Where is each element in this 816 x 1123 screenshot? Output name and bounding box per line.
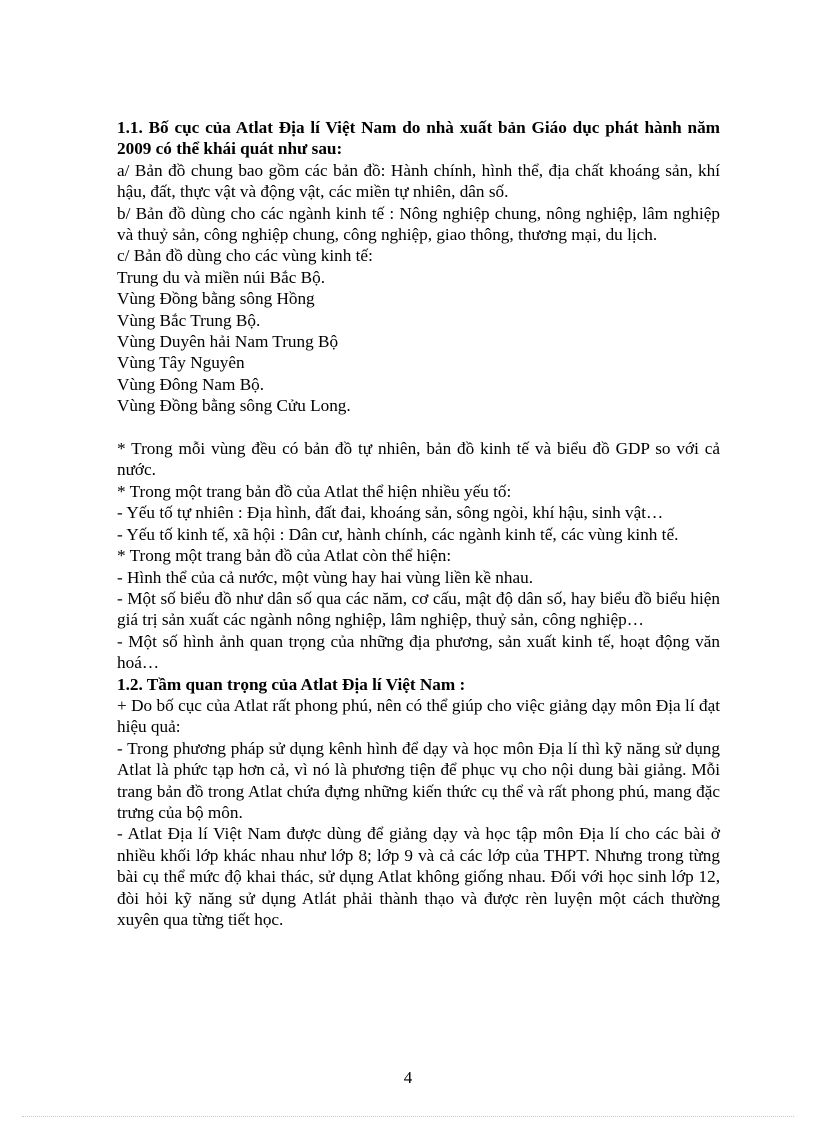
paragraph-economic-sector-maps: b/ Bản đồ dùng cho các ngành kinh tế : Nông nghiệp chung, nông nghiệp, lâm nghiệp và thuỷ sản, công nghiệp chung, công nghiệp, giao thông, thương mại, du lịch. — [117, 203, 720, 245]
note-page-factors: * Trong một trang bản đồ của Atlat thể hiện nhiều yếu tố: — [117, 481, 512, 501]
paragraph-importance-intro: + Do bố cục của Atlat rất phong phú, nên có thể giúp cho việc giảng dạy môn Địa lí đạt hiệu quả: — [117, 695, 720, 737]
paragraph-economic-region-maps: c/ Bản đồ dùng cho các vùng kinh tế: — [117, 246, 373, 266]
paragraph-general-maps: a/ Bản đồ chung bao gồm các bản đồ: Hành chính, hình thể, địa chất khoáng sản, khí hậu, đất, thực vật và động vật, các miền tự nhiên, dân số. — [117, 160, 720, 202]
item-charts: - Một số biểu đồ như dân số qua các năm, cơ cấu, mật độ dân số, hay biểu đồ biểu hiện giá trị sản xuất các ngành nông nghiệp, lâm nghiệp, thuỷ sản, công nghiệp… — [117, 588, 720, 630]
page-number: 4 — [403, 1068, 413, 1087]
note-page-also-shows: * Trong một trang bản đồ của Atlat còn thể hiện: — [117, 546, 452, 566]
blank-line — [117, 417, 720, 438]
item-shape: - Hình thể của cả nước, một vùng hay hai vùng liền kề nhau. — [117, 567, 533, 587]
page-body — [117, 117, 720, 930]
paragraph-usage-grades: - Atlat Địa lí Việt Nam được dùng để giảng dạy và học tập môn Địa lí cho các bài ở nhiều khối lớp khác nhau như lớp 8; lớp 9 và cả các lớp của THPT. Nhưng trong từng bài cụ thể mức độ khai thác, sử dụng Atlat không giống nhau. Đối với học sinh lớp 12, đòi hỏi kỹ năng sử dụng Atlát phải thành thạo và được rèn luyện một cách thường xuyên qua từng tiết học. — [117, 824, 720, 930]
region-item: Vùng Đồng bằng sông Cửu Long. — [117, 396, 351, 416]
region-item: Vùng Đồng bằng sông Hồng — [117, 289, 315, 309]
section-heading-1-1: 1.1. Bố cục của Atlat Địa lí Việt Nam do nhà xuất bản Giáo dục phát hành năm 2009 có thể khái quát như sau: — [117, 118, 720, 159]
note-region-maps: * Trong mỗi vùng đều có bản đồ tự nhiên, bản đồ kinh tế và biểu đồ GDP so với cả nước. — [117, 439, 720, 480]
region-item: Vùng Đông Nam Bộ. — [117, 374, 265, 394]
paragraph-visual-method: - Trong phương pháp sử dụng kênh hình để dạy và học môn Địa lí thì kỹ năng sử dụng Atlat là phức tạp hơn cả, vì nó là phương tiện để phục vụ cho nội dung bài giảng. Mỗi trang bản đồ trong Atlat chứa đựng những kiến thức cụ thể và rất phong phú, mang đặc trưng của bộ môn. — [117, 738, 720, 822]
item-images: - Một số hình ảnh quan trọng của những địa phương, sản xuất kinh tế, hoạt động văn hoá… — [117, 631, 720, 673]
page-bottom-divider — [22, 1116, 794, 1117]
region-item: Vùng Duyên hải Nam Trung Bộ — [117, 332, 339, 352]
region-item: Vùng Bắc Trung Bộ. — [117, 310, 261, 330]
section-heading-1-2: 1.2. Tầm quan trọng của Atlat Địa lí Việt Nam : — [117, 674, 466, 694]
region-item: Trung du và miền núi Bắc Bộ. — [117, 267, 325, 287]
factor-economic-social: - Yếu tố kinh tế, xã hội : Dân cư, hành chính, các ngành kinh tế, các vùng kinh tế. — [117, 524, 679, 544]
region-item: Vùng Tây Nguyên — [117, 353, 245, 373]
factor-natural: - Yếu tố tự nhiên : Địa hình, đất đai, khoáng sản, sông ngòi, khí hậu, sinh vật… — [117, 503, 664, 523]
